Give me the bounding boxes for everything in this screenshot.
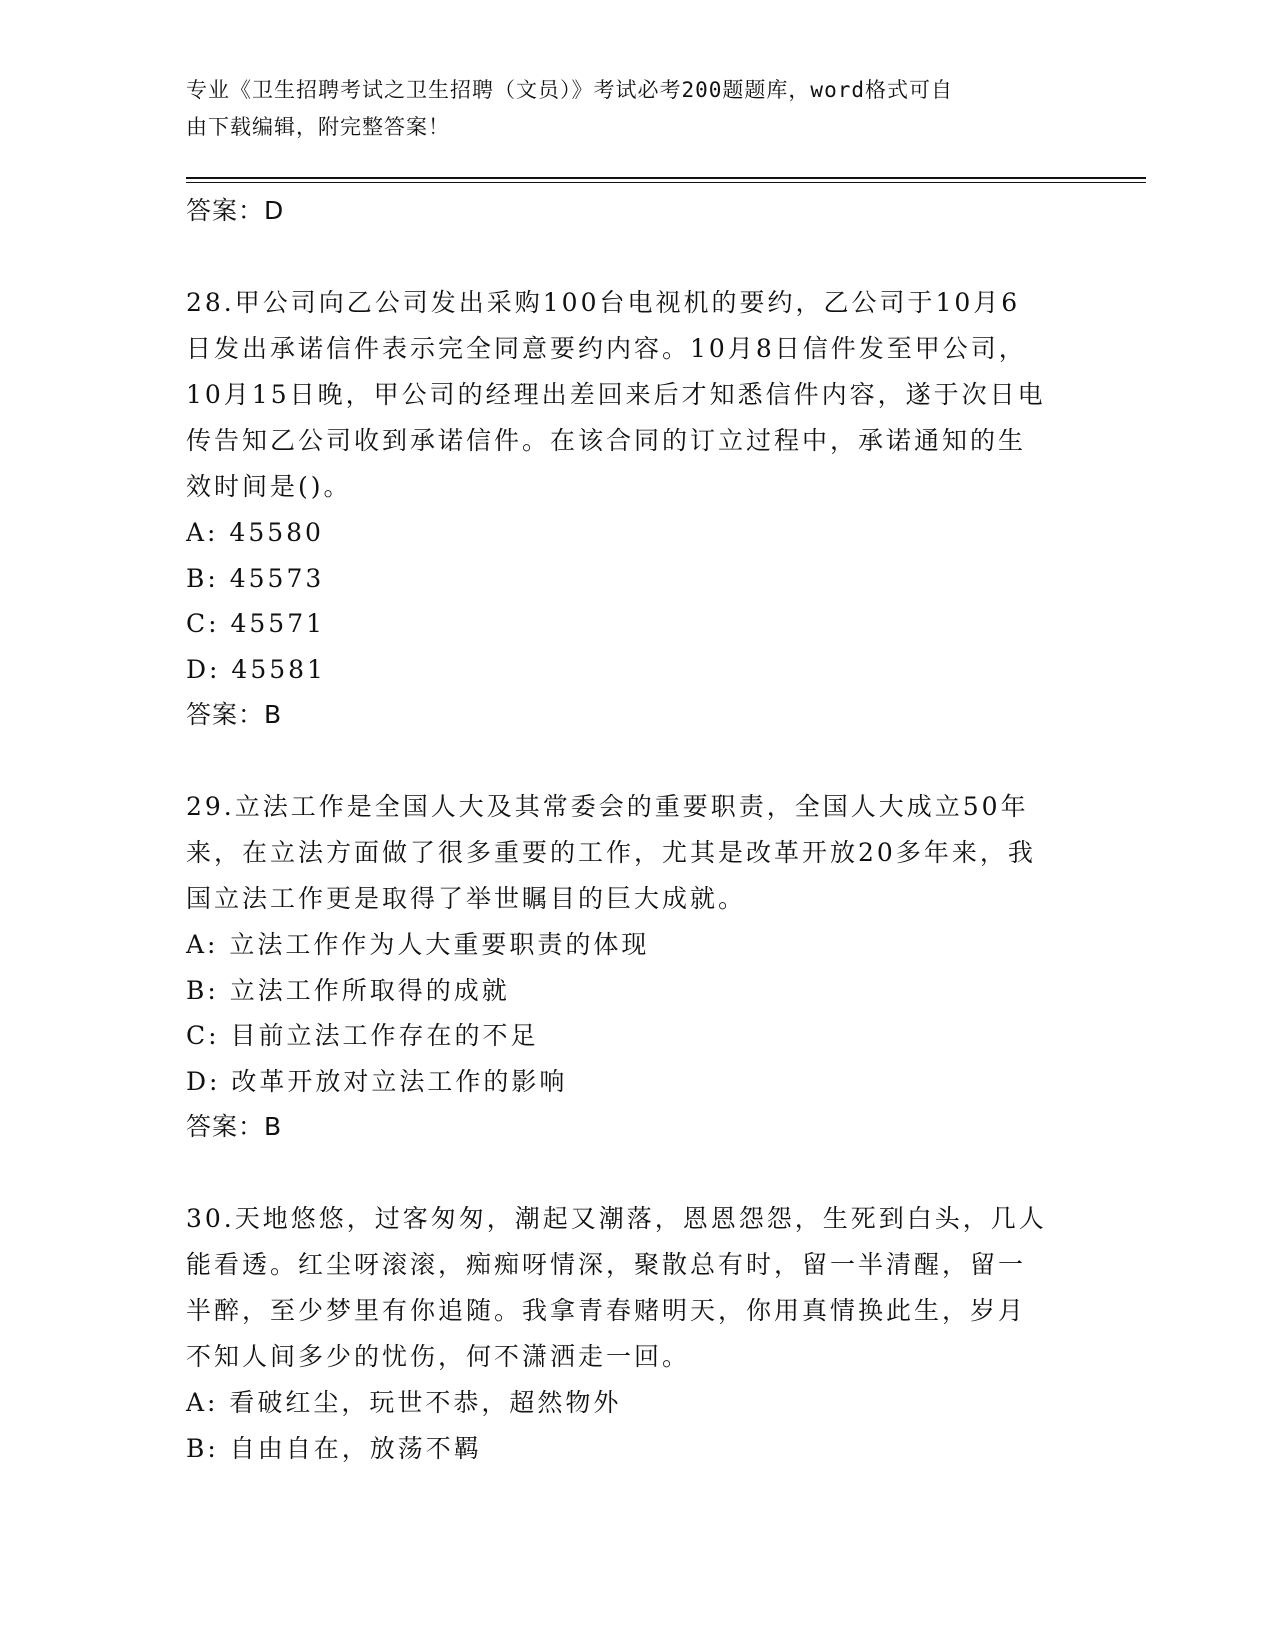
header-divider-thin xyxy=(186,182,1146,183)
header-line-2: 由下载编辑，附完整答案！ xyxy=(186,115,450,139)
question-stem-line: 国立法工作更是取得了举世瞩目的巨大成就。 xyxy=(186,884,747,913)
header-divider xyxy=(186,177,1146,179)
option-a: A: 立法工作作为人大重要职责的体现 xyxy=(186,930,650,959)
option-b: B: 立法工作所取得的成就 xyxy=(186,975,510,1005)
option-a: A: 看破红尘，玩世不恭，超然物外 xyxy=(186,1388,622,1417)
previous-answer: 答案：D xyxy=(186,196,285,225)
option-c: C: 目前立法工作存在的不足 xyxy=(186,1021,539,1050)
question-stem-line: 半醉，至少梦里有你追随。我拿青春赌明天，你用真情换此生，岁月 xyxy=(186,1296,1027,1325)
question-list xyxy=(186,188,1086,1471)
question-stem-line: 29.立法工作是全国人大及其常委会的重要职责，全国人大成立50年 xyxy=(186,792,1029,821)
option-b: B: 自由自在，放荡不羁 xyxy=(186,1433,482,1463)
option-d: D: 45581 xyxy=(186,654,326,684)
spacer xyxy=(186,1150,1086,1196)
document-header xyxy=(186,72,1086,146)
question-28 xyxy=(186,280,1086,738)
option-b: B: 45573 xyxy=(186,563,325,593)
question-stem-line: 来，在立法方面做了很多重要的工作，尤其是改革开放20多年来，我 xyxy=(186,838,1036,867)
question-stem-line: 30.天地悠悠，过客匆匆，潮起又潮落，恩恩怨怨，生死到白头，几人 xyxy=(186,1204,1047,1233)
header-line-1: 专业《卫生招聘考试之卫生招聘（文员）》考试必考200题题库，word格式可自 xyxy=(186,78,953,102)
question-stem-line: 28.甲公司向乙公司发出采购100台电视机的要约，乙公司于10月6 xyxy=(186,288,1021,317)
question-29 xyxy=(186,784,1086,1150)
option-d: D: 改革开放对立法工作的影响 xyxy=(186,1066,568,1096)
option-c: C: 45571 xyxy=(186,609,326,638)
question-30 xyxy=(186,1196,1086,1471)
question-stem-line: 效时间是()。 xyxy=(186,472,352,501)
question-stem-line: 能看透。红尘呀滚滚，痴痴呀情深，聚散总有时，留一半清醒，留一 xyxy=(186,1250,1027,1279)
question-stem-line: 10月15日晚，甲公司的经理出差回来后才知悉信件内容，遂于次日电 xyxy=(186,380,1046,409)
option-a: A: 45580 xyxy=(186,518,324,547)
spacer xyxy=(186,234,1086,280)
question-stem-line: 不知人间多少的忧伤，何不潇洒走一回。 xyxy=(186,1342,691,1371)
spacer xyxy=(186,738,1086,784)
question-stem-line: 日发出承诺信件表示完全同意要约内容。10月8日信件发至甲公司， xyxy=(186,334,1027,363)
answer-line: 答案：B xyxy=(186,700,283,729)
answer-line: 答案：B xyxy=(186,1112,283,1141)
question-stem-line: 传告知乙公司收到承诺信件。在该合同的订立过程中，承诺通知的生 xyxy=(186,426,1027,455)
